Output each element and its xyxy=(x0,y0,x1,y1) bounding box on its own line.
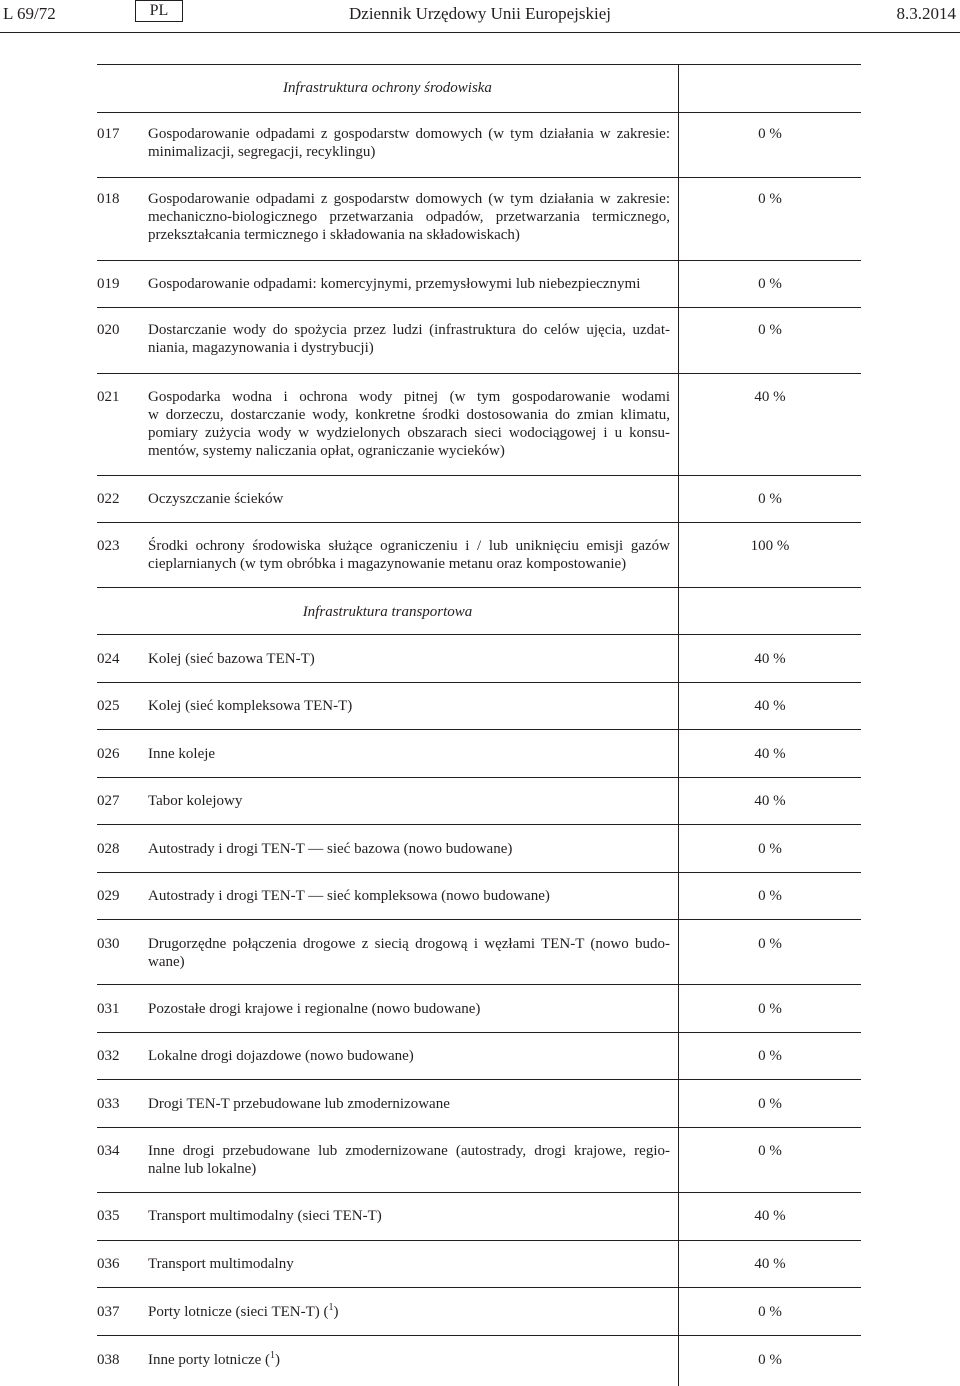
row-description xyxy=(148,1142,670,1178)
table-rule xyxy=(97,307,861,308)
row-percentage: 40 % xyxy=(754,1256,786,1272)
row-code: 024 xyxy=(97,651,120,667)
row-percentage: 40 % xyxy=(754,793,786,809)
table-rule xyxy=(97,1079,861,1080)
table-rule xyxy=(97,919,861,920)
footnote-ref-close: ) xyxy=(333,1304,339,1320)
description-line: Drugorzędne połączenia drogowe z siecią drogową i węzłami TEN-T (nowo budo- xyxy=(148,936,670,952)
description-line: Gospodarka wodna i ochrona wody pitnej (w tym gospodarowanie wodami xyxy=(148,389,670,405)
row-description xyxy=(148,321,670,357)
row-percentage: 0 % xyxy=(758,1001,782,1017)
row-code: 025 xyxy=(97,698,120,714)
description-line: pomiary zużycia wody w wydzielonych obszarach sieci wodociągowej i u konsu- xyxy=(148,425,670,441)
row-code: 037 xyxy=(97,1304,120,1320)
row-percentage: 0 % xyxy=(758,1048,782,1064)
row-percentage: 0 % xyxy=(758,276,782,292)
description-line: w dorzeczu, dostarczanie wody, konkretne środki dostosowania do zmian klimatu, xyxy=(148,407,670,423)
row-description xyxy=(148,1095,670,1113)
table-rule xyxy=(97,522,861,523)
description-line: Autostrady i drogi TEN-T — sieć bazowa (nowo budowane) xyxy=(148,841,513,857)
row-code: 038 xyxy=(97,1352,120,1368)
table-rule xyxy=(97,177,861,178)
row-description xyxy=(148,537,670,573)
table-rule xyxy=(97,824,861,825)
row-percentage: 100 % xyxy=(750,538,790,554)
header-divider xyxy=(0,32,960,33)
journal-title: Dziennik Urzędowy Unii Europejskiej xyxy=(349,4,612,23)
table-rule xyxy=(97,475,861,476)
row-percentage: 40 % xyxy=(754,746,786,762)
row-code: 028 xyxy=(97,841,120,857)
row-description xyxy=(148,745,670,763)
row-code: 018 xyxy=(97,191,120,207)
description-line: Lokalne drogi dojazdowe (nowo budowane) xyxy=(148,1048,414,1064)
row-percentage: 0 % xyxy=(758,888,782,904)
table-rule xyxy=(97,984,861,985)
description-line: Drogi TEN-T przebudowane lub zmodernizowane xyxy=(148,1096,450,1112)
table-rule xyxy=(97,872,861,873)
row-code: 034 xyxy=(97,1143,120,1159)
footnote-ref: 1 xyxy=(270,1350,276,1361)
description-line: Gospodarowanie odpadami: komercyjnymi, przemysłowymi lub niebezpiecznymi xyxy=(148,276,641,292)
row-code: 022 xyxy=(97,491,120,507)
description-line: Środki ochrony środowiska służące ograniczeniu i / lub uniknięciu emisji gazów xyxy=(148,538,670,554)
row-description xyxy=(148,1000,670,1018)
description-line: minimalizacji, segregacji, recyklingu) xyxy=(148,144,376,160)
row-percentage: 0 % xyxy=(758,841,782,857)
description-line: Inne koleje xyxy=(148,746,216,762)
description-line: Kolej (sieć bazowa TEN-T) xyxy=(148,651,315,667)
row-description xyxy=(148,190,670,244)
description-line: Gospodarowanie odpadami z gospodarstw domowych (w tym działania w zakresie: xyxy=(148,191,670,207)
description-line: Inne porty lotnicze ($^1$) xyxy=(148,1350,281,1368)
section-heading: Infrastruktura ochrony środowiska xyxy=(283,80,492,96)
description-line: Porty lotnicze (sieci TEN-T) ($^1$) xyxy=(148,1302,339,1320)
table-rule xyxy=(97,1240,861,1241)
row-code: 033 xyxy=(97,1096,120,1112)
language-badge: PL xyxy=(135,0,183,22)
footnote-ref: 1 xyxy=(328,1302,334,1313)
row-description xyxy=(148,1207,670,1225)
row-description xyxy=(148,275,670,293)
row-percentage: 0 % xyxy=(758,1143,782,1159)
row-percentage: 0 % xyxy=(758,1304,782,1320)
description-line: Kolej (sieć kompleksowa TEN-T) xyxy=(148,698,353,714)
row-code: 032 xyxy=(97,1048,120,1064)
table-rule xyxy=(97,729,861,730)
row-percentage: 0 % xyxy=(758,491,782,507)
description-line: Inne drogi przebudowane lub zmodernizowane (autostrady, drogi krajowe, regio- xyxy=(148,1143,670,1159)
row-code: 021 xyxy=(97,389,120,405)
row-percentage: 0 % xyxy=(758,322,782,338)
row-code: 019 xyxy=(97,276,120,292)
table-rule xyxy=(97,1032,861,1033)
description-line: przekształcania termicznego i składowania na składowiskach) xyxy=(148,227,520,243)
row-code: 036 xyxy=(97,1256,120,1272)
table-rule xyxy=(97,260,861,261)
footnote-ref-close: ) xyxy=(275,1352,281,1368)
description-line: nalne lub lokalne) xyxy=(148,1161,257,1177)
description-line: niania, magazynowania i dystrybucji) xyxy=(148,340,374,356)
row-description xyxy=(148,125,670,161)
row-description xyxy=(148,490,670,508)
column-divider xyxy=(678,64,679,1386)
description-line: Dostarczanie wody do spożycia przez ludzi (infrastruktura do celów ujęcia, uzdat- xyxy=(148,322,670,338)
row-percentage: 40 % xyxy=(754,1208,786,1224)
description-line: wane) xyxy=(148,954,185,970)
row-code: 031 xyxy=(97,1001,120,1017)
table-rule xyxy=(97,64,861,65)
publication-date: 8.3.2014 xyxy=(896,4,956,23)
row-percentage: 0 % xyxy=(758,936,782,952)
table-rule xyxy=(97,1287,861,1288)
description-line: Pozostałe drogi krajowe i regionalne (nowo budowane) xyxy=(148,1001,481,1017)
description-line: cieplarnianych (w tym obróbka i magazynowanie metanu oraz kompostowanie) xyxy=(148,556,627,572)
table-rule xyxy=(97,1127,861,1128)
description-line: Transport multimodalny (sieci TEN-T) xyxy=(148,1208,382,1224)
row-description xyxy=(148,1303,670,1321)
row-percentage: 40 % xyxy=(754,651,786,667)
description-line: mechaniczno-biologicznego przetwarzania odpadów, przetwarzania termicznego, xyxy=(148,209,670,225)
table-rule xyxy=(97,587,861,588)
row-description xyxy=(148,840,670,858)
row-percentage: 0 % xyxy=(758,126,782,142)
description-line: mentów, systemy naliczania opłat, ograniczanie wycieków) xyxy=(148,443,505,459)
row-code: 035 xyxy=(97,1208,120,1224)
page-number: L 69/72 xyxy=(3,4,56,23)
row-percentage: 0 % xyxy=(758,1096,782,1112)
row-description xyxy=(148,792,670,810)
row-percentage: 40 % xyxy=(754,698,786,714)
row-description xyxy=(148,388,670,460)
description-line: Gospodarowanie odpadami z gospodarstw domowych (w tym działania w zakresie: xyxy=(148,126,670,142)
row-percentage: 40 % xyxy=(754,389,786,405)
table-rule xyxy=(97,373,861,374)
row-code: 027 xyxy=(97,793,120,809)
description-line: Autostrady i drogi TEN-T — sieć kompleksowa (nowo budowane) xyxy=(148,888,550,904)
row-code: 029 xyxy=(97,888,120,904)
row-description xyxy=(148,1255,670,1273)
row-description xyxy=(148,1047,670,1065)
description-line: Tabor kolejowy xyxy=(148,793,243,809)
row-code: 026 xyxy=(97,746,120,762)
description-line: Transport multimodalny xyxy=(148,1256,294,1272)
table-rule xyxy=(97,1335,861,1336)
row-percentage: 0 % xyxy=(758,1352,782,1368)
row-description xyxy=(148,650,670,668)
row-percentage: 0 % xyxy=(758,191,782,207)
row-description xyxy=(148,935,670,971)
row-description xyxy=(148,697,670,715)
table-rule xyxy=(97,112,861,113)
description-line: Oczyszczanie ścieków xyxy=(148,491,284,507)
section-heading: Infrastruktura transportowa xyxy=(302,604,473,620)
table-rule xyxy=(97,682,861,683)
table-rule xyxy=(97,1192,861,1193)
row-description xyxy=(148,1351,670,1369)
row-code: 030 xyxy=(97,936,120,952)
page-header xyxy=(0,0,960,34)
table-rule xyxy=(97,777,861,778)
row-code: 017 xyxy=(97,126,120,142)
row-code: 020 xyxy=(97,322,120,338)
table-rule xyxy=(97,634,861,635)
row-code: 023 xyxy=(97,538,120,554)
row-description xyxy=(148,887,670,905)
